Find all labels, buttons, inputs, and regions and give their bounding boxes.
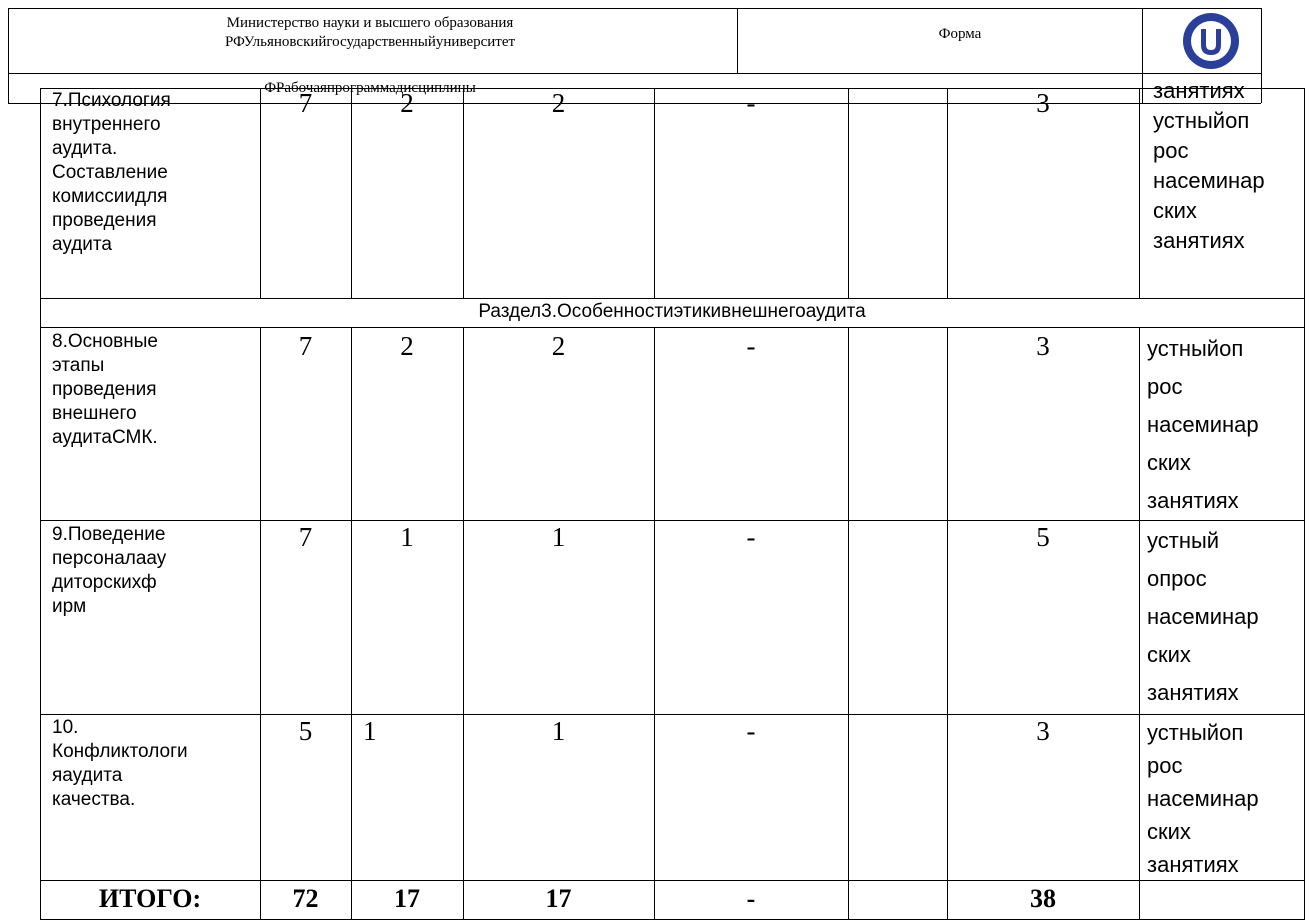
topic-line: внешнего [52, 403, 137, 424]
control-form-cell [1147, 522, 1303, 712]
form-line: ских [1147, 819, 1191, 844]
control-form-cell [1147, 330, 1303, 520]
topic-line: 7.Психология [52, 90, 171, 111]
form-line: насеминар [1153, 168, 1265, 193]
col-border [260, 88, 261, 298]
university-logo [1183, 13, 1239, 69]
topic-line: персоналаау [52, 548, 167, 569]
form-line: рос [1153, 138, 1189, 163]
form-line: насеминар [1147, 786, 1259, 811]
lecture-hours: 2 [400, 331, 414, 361]
self-study-hours: 3 [1036, 331, 1050, 361]
practice-hours: 1 [551, 716, 566, 746]
total-hours: 72 [292, 884, 319, 913]
form-line: ских [1147, 450, 1191, 475]
form-line: устныйоп [1147, 336, 1244, 361]
topic-line: яаудита [52, 765, 123, 786]
university-text: РФУльяновскийгосударственныйуниверситет [224, 34, 516, 50]
col-border [1139, 88, 1140, 298]
control-form-cell [1147, 716, 1303, 881]
topic-line: Конфликтологи [52, 741, 188, 762]
col-border [463, 88, 464, 298]
header-divider [737, 8, 738, 73]
topic-line: этапы [52, 355, 105, 376]
row-border [40, 298, 1304, 299]
col-border [351, 327, 352, 919]
form-line: занятиях [1153, 78, 1245, 103]
row-border [40, 880, 1304, 881]
practice-hours: 17 [545, 884, 572, 913]
form-line: рос [1147, 753, 1183, 778]
form-line: занятиях [1147, 488, 1239, 513]
topic-line: аудита. [52, 138, 118, 159]
form-line: устныйоп [1147, 720, 1244, 745]
topic-line: проведения [52, 210, 157, 231]
practice-hours: 1 [551, 522, 566, 552]
topic-cell [52, 716, 257, 812]
topic-line: проведения [52, 379, 157, 400]
form-line: устный [1147, 528, 1220, 553]
header-left-border [8, 8, 9, 103]
col-border [947, 327, 948, 919]
form-line: ских [1153, 198, 1197, 223]
self-study-hours: 3 [1036, 88, 1050, 118]
topic-line: 10. [52, 717, 79, 738]
col-border [1139, 327, 1140, 919]
self-study-hours: 38 [1030, 884, 1056, 913]
total-hours: 5 [298, 716, 313, 746]
form-label: Форма [938, 26, 982, 42]
lab-hours: - [746, 522, 756, 552]
col-border [260, 327, 261, 919]
program-text: ФРабочаяпрограммадисциплины [264, 80, 476, 96]
row-border [40, 714, 1304, 715]
form-line: занятиях [1153, 228, 1245, 253]
section-title: Раздел3.Особенностиэтикивнешнегоаудита [478, 301, 866, 322]
row-border [40, 327, 1304, 328]
topic-line: диторскихф [52, 572, 157, 593]
col-border [351, 88, 352, 298]
self-study-hours: 3 [1036, 716, 1050, 746]
lab-hours: - [746, 331, 756, 361]
practice-hours: 2 [551, 331, 566, 361]
lecture-hours: 17 [394, 884, 420, 913]
form-line: устныйоп [1153, 108, 1250, 133]
topic-line: внутреннего [52, 114, 161, 135]
topic-line: комиссиидля [52, 186, 168, 207]
topic-line: аудита [52, 234, 112, 255]
col-border [654, 88, 655, 298]
topic-line: 9.Поведение [52, 524, 166, 545]
col-border [848, 88, 849, 298]
form-line: насеминар [1147, 412, 1259, 437]
form-line: ских [1147, 642, 1191, 667]
lab-hours: - [746, 716, 756, 746]
topic-line: 8.Основные [52, 331, 158, 352]
col-border [40, 88, 41, 920]
topic-cell [52, 330, 257, 450]
lecture-hours: 1 [363, 716, 377, 746]
self-study-hours: 5 [1036, 522, 1050, 552]
col-border [848, 327, 849, 919]
ministry-text: Министерство науки и высшего образования [226, 15, 514, 31]
lecture-hours: 1 [400, 522, 414, 552]
topic-line: аудитаСМК. [52, 427, 158, 448]
col-border [654, 327, 655, 919]
lab-hours: - [746, 884, 756, 913]
topic-line: ирм [52, 596, 87, 617]
topic-cell [52, 523, 257, 619]
header-top-border [8, 8, 1261, 9]
totals-label: ИТОГО: [98, 884, 202, 913]
row-border [40, 520, 1304, 521]
topic-line: Составление [52, 162, 168, 183]
col-border [463, 327, 464, 919]
topic-line: качества. [52, 789, 136, 810]
form-line: занятиях [1147, 680, 1239, 705]
total-hours: 7 [298, 88, 313, 118]
total-hours: 7 [298, 331, 313, 361]
topic-cell [52, 89, 257, 257]
lab-hours: - [746, 88, 756, 118]
total-hours: 7 [298, 522, 313, 552]
lecture-hours: 2 [400, 88, 414, 118]
form-line: насеминар [1147, 604, 1259, 629]
control-form-cell [1153, 76, 1303, 256]
form-line: рос [1147, 374, 1183, 399]
form-line: занятиях [1147, 852, 1239, 877]
form-line: опрос [1147, 566, 1207, 591]
col-border [1304, 88, 1305, 920]
header-middle-border [8, 73, 1261, 74]
col-border [947, 88, 948, 298]
university-logo-icon [1183, 13, 1239, 69]
practice-hours: 2 [551, 88, 566, 118]
